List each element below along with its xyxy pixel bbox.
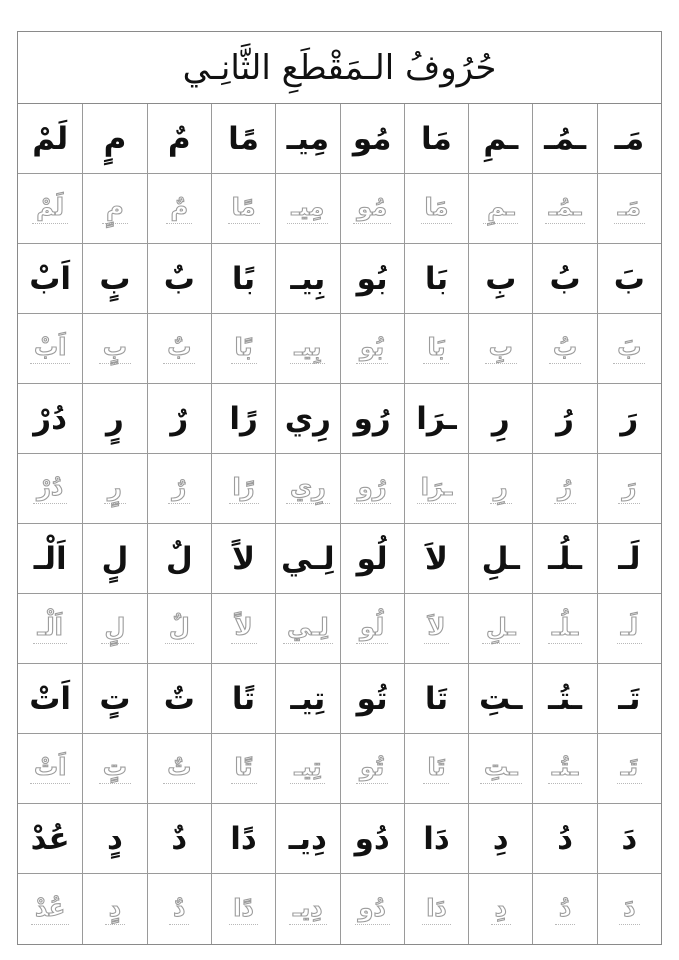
syllable-text: بَ bbox=[613, 260, 645, 297]
tracing-text: رَ bbox=[618, 473, 640, 504]
syllable-cell bbox=[404, 804, 468, 874]
syllable-cell bbox=[82, 244, 146, 314]
tracing-text: بَا bbox=[423, 333, 449, 364]
syllable-cell bbox=[147, 384, 211, 454]
tracing-text: تًا bbox=[231, 753, 257, 784]
tracing-text: لاً bbox=[231, 613, 257, 644]
syllable-cell bbox=[82, 664, 146, 734]
tracing-text: رًا bbox=[229, 473, 259, 504]
tracing-text: بِيـ bbox=[290, 333, 325, 364]
tracing-text: ـلِ bbox=[482, 613, 520, 644]
tracing-text: دُو bbox=[355, 894, 390, 925]
tracing-cell bbox=[211, 314, 275, 384]
tracing-cell bbox=[82, 174, 146, 244]
tracing-cell bbox=[147, 314, 211, 384]
tracing-text: تِيـ bbox=[290, 753, 325, 784]
syllable-cell bbox=[532, 244, 596, 314]
syllable-cell bbox=[211, 244, 275, 314]
tracing-text: تٍ bbox=[99, 753, 131, 784]
syllable-text: دَ bbox=[621, 820, 638, 857]
tracing-cell bbox=[147, 174, 211, 244]
syllable-cell bbox=[275, 244, 339, 314]
tracing-cell bbox=[468, 734, 532, 804]
tracing-cell bbox=[211, 874, 275, 944]
syllable-text: دًا bbox=[230, 820, 257, 857]
tracing-text: دٍ bbox=[105, 894, 125, 925]
syllable-cell bbox=[18, 664, 82, 734]
syllable-cell bbox=[340, 664, 404, 734]
syllable-text: رٌ bbox=[170, 400, 189, 437]
tracing-text: تَـ bbox=[617, 753, 642, 784]
tracing-cell bbox=[532, 594, 596, 664]
tracing-cell bbox=[82, 454, 146, 524]
tracing-text: مٍ bbox=[102, 193, 128, 224]
tracing-text: ـتِ bbox=[480, 753, 522, 784]
tracing-cell bbox=[275, 174, 339, 244]
tracing-cell bbox=[532, 174, 596, 244]
syllable-text: بُ bbox=[549, 260, 581, 297]
syllable-text: رِي bbox=[284, 400, 331, 437]
syllable-text: مِيـ bbox=[286, 120, 330, 157]
tracing-text: لَمْ bbox=[32, 193, 68, 224]
tracing-cell bbox=[340, 454, 404, 524]
tracing-cell bbox=[147, 874, 211, 944]
syllable-text: لاً bbox=[232, 540, 256, 577]
tracing-text: تٌ bbox=[163, 753, 195, 784]
syllable-cell bbox=[532, 104, 596, 174]
syllable-text: اَبْ bbox=[29, 260, 72, 297]
syllable-text: دُرْ bbox=[33, 400, 68, 437]
tracing-text: لُو bbox=[356, 613, 388, 644]
syllable-text: ـرَا bbox=[416, 400, 457, 437]
tracing-text: بٍ bbox=[99, 333, 131, 364]
syllable-text: لِـي bbox=[281, 540, 335, 577]
tracing-cell bbox=[340, 594, 404, 664]
tracing-text: لَـ bbox=[617, 613, 642, 644]
syllable-cell bbox=[18, 524, 82, 594]
tracing-cell bbox=[468, 874, 532, 944]
syllable-text: رًا bbox=[229, 400, 258, 437]
syllable-text: ـمِ bbox=[483, 120, 519, 157]
syllable-text: رُو bbox=[353, 400, 391, 437]
tracing-cell bbox=[147, 734, 211, 804]
syllable-cell bbox=[18, 244, 82, 314]
syllable-text: بٍ bbox=[99, 260, 131, 297]
tracing-text: عُدْ bbox=[31, 894, 69, 925]
tracing-cell bbox=[532, 734, 596, 804]
tracing-cell bbox=[18, 454, 82, 524]
syllable-cell bbox=[468, 664, 532, 734]
tracing-cell bbox=[82, 874, 146, 944]
tracing-cell bbox=[211, 594, 275, 664]
tracing-cell bbox=[532, 454, 596, 524]
syllable-text: بًا bbox=[231, 260, 256, 297]
syllable-text: تٍ bbox=[99, 680, 131, 717]
tracing-text: دَ bbox=[619, 894, 639, 925]
tracing-cell bbox=[404, 174, 468, 244]
tracing-cell bbox=[18, 174, 82, 244]
syllable-cell bbox=[211, 524, 275, 594]
syllable-text: ـلُـ bbox=[548, 540, 582, 577]
tracing-text: بًا bbox=[231, 333, 257, 364]
tracing-cell bbox=[532, 874, 596, 944]
syllable-text: اَلْـ bbox=[33, 540, 67, 577]
syllable-cell bbox=[275, 524, 339, 594]
syllable-cell bbox=[18, 104, 82, 174]
syllable-cell bbox=[211, 384, 275, 454]
tracing-text: رُو bbox=[354, 473, 391, 504]
tracing-text: لٍ bbox=[101, 613, 130, 644]
tracing-cell bbox=[532, 314, 596, 384]
tracing-text: اَبْ bbox=[30, 333, 70, 364]
tracing-text: بُ bbox=[549, 333, 581, 364]
syllable-text: ـلِ bbox=[481, 540, 520, 577]
syllable-cell bbox=[275, 804, 339, 874]
tracing-text: بِ bbox=[485, 333, 517, 364]
syllable-cell bbox=[404, 384, 468, 454]
tracing-cell bbox=[275, 314, 339, 384]
tracing-cell bbox=[340, 174, 404, 244]
worksheet bbox=[17, 31, 662, 945]
tracing-text: مَـ bbox=[614, 193, 645, 224]
syllable-text: دَا bbox=[423, 820, 450, 857]
tracing-cell bbox=[404, 734, 468, 804]
syllable-cell bbox=[82, 384, 146, 454]
tracing-text: مٌ bbox=[166, 193, 192, 224]
tracing-cell bbox=[468, 594, 532, 664]
tracing-text: دِ bbox=[491, 894, 511, 925]
tracing-text: اَتْ bbox=[30, 753, 70, 784]
syllable-cell bbox=[340, 244, 404, 314]
syllable-text: مُو bbox=[352, 120, 392, 157]
tracing-cell bbox=[468, 314, 532, 384]
syllable-text: دِيـ bbox=[288, 820, 327, 857]
tracing-cell bbox=[340, 314, 404, 384]
syllable-text: رُ bbox=[556, 400, 574, 437]
syllable-cell bbox=[597, 524, 661, 594]
tracing-cell bbox=[18, 874, 82, 944]
syllable-text: مًا bbox=[228, 120, 259, 157]
syllable-cell bbox=[18, 804, 82, 874]
tracing-cell bbox=[597, 454, 661, 524]
tracing-text: لِـي bbox=[283, 613, 333, 644]
syllable-text: دٍ bbox=[107, 820, 123, 857]
syllable-text: اَتْ bbox=[29, 680, 72, 717]
syllable-text: ـتِ bbox=[479, 680, 523, 717]
syllable-cell bbox=[404, 664, 468, 734]
syllable-text: بَا bbox=[424, 260, 449, 297]
syllable-cell bbox=[275, 104, 339, 174]
syllable-text: لُو bbox=[356, 540, 388, 577]
syllable-cell bbox=[147, 244, 211, 314]
syllable-text: ـمُـ bbox=[544, 120, 587, 157]
syllable-text: بِيـ bbox=[290, 260, 326, 297]
tracing-cell bbox=[468, 454, 532, 524]
syllable-cell bbox=[468, 524, 532, 594]
syllable-text: تًا bbox=[231, 680, 256, 717]
syllable-cell bbox=[147, 104, 211, 174]
tracing-text: تُو bbox=[356, 753, 388, 784]
tracing-text: رِي bbox=[286, 473, 330, 504]
tracing-cell bbox=[340, 874, 404, 944]
tracing-cell bbox=[597, 314, 661, 384]
syllable-text: بٌ bbox=[163, 260, 195, 297]
syllable-cell bbox=[468, 104, 532, 174]
tracing-text: لاَ bbox=[424, 613, 450, 644]
syllable-cell bbox=[82, 524, 146, 594]
syllable-text: دِ bbox=[492, 820, 509, 857]
syllable-text: مَـ bbox=[614, 120, 645, 157]
tracing-text: رُ bbox=[554, 473, 576, 504]
syllable-cell bbox=[211, 804, 275, 874]
syllable-text: رِ bbox=[491, 400, 510, 437]
tracing-text: لٌ bbox=[165, 613, 194, 644]
syllable-text: دٌ bbox=[171, 820, 188, 857]
tracing-cell bbox=[211, 454, 275, 524]
syllable-cell bbox=[597, 804, 661, 874]
tracing-text: دًا bbox=[229, 894, 258, 925]
syllable-cell bbox=[147, 524, 211, 594]
syllable-cell bbox=[597, 244, 661, 314]
syllable-cell bbox=[275, 384, 339, 454]
syllable-text: لٍ bbox=[101, 540, 129, 577]
tracing-text: مَا bbox=[421, 193, 453, 224]
tracing-text: بُو bbox=[356, 333, 388, 364]
syllable-text: لَمْ bbox=[32, 120, 69, 157]
tracing-cell bbox=[82, 314, 146, 384]
letter-grid bbox=[18, 104, 661, 944]
syllable-cell bbox=[468, 384, 532, 454]
tracing-text: دٌ bbox=[169, 894, 189, 925]
syllable-text: مٍ bbox=[103, 120, 127, 157]
syllable-cell bbox=[82, 104, 146, 174]
syllable-cell bbox=[275, 664, 339, 734]
syllable-text: تٌ bbox=[163, 680, 195, 717]
tracing-cell bbox=[597, 594, 661, 664]
tracing-cell bbox=[597, 174, 661, 244]
syllable-cell bbox=[340, 104, 404, 174]
tracing-cell bbox=[275, 454, 339, 524]
tracing-cell bbox=[18, 594, 82, 664]
tracing-text: رٌ bbox=[168, 473, 190, 504]
syllable-text: دُ bbox=[557, 820, 574, 857]
page-title: حُرُوفُ الـمَقْطَعِ الثَّانِـي bbox=[18, 32, 661, 104]
syllable-cell bbox=[82, 804, 146, 874]
tracing-text: دُ bbox=[555, 894, 575, 925]
syllable-text: مٌ bbox=[167, 120, 191, 157]
tracing-text: تَا bbox=[423, 753, 449, 784]
syllable-text: بِ bbox=[485, 260, 517, 297]
syllable-cell bbox=[211, 104, 275, 174]
tracing-cell bbox=[18, 314, 82, 384]
tracing-text: دِيـ bbox=[289, 894, 327, 925]
tracing-text: بٌ bbox=[163, 333, 195, 364]
syllable-text: رَ bbox=[620, 400, 639, 437]
syllable-cell bbox=[340, 384, 404, 454]
syllable-cell bbox=[147, 664, 211, 734]
syllable-cell bbox=[404, 244, 468, 314]
syllable-cell bbox=[468, 244, 532, 314]
tracing-cell bbox=[468, 174, 532, 244]
tracing-text: ـرَا bbox=[417, 473, 456, 504]
syllable-cell bbox=[532, 524, 596, 594]
tracing-cell bbox=[404, 594, 468, 664]
tracing-text: ـلُـ bbox=[548, 613, 582, 644]
syllable-cell bbox=[18, 384, 82, 454]
syllable-cell bbox=[340, 804, 404, 874]
tracing-cell bbox=[404, 314, 468, 384]
tracing-cell bbox=[275, 594, 339, 664]
tracing-cell bbox=[404, 874, 468, 944]
syllable-text: لَـ bbox=[618, 540, 641, 577]
tracing-cell bbox=[82, 734, 146, 804]
syllable-text: بُو bbox=[356, 260, 388, 297]
syllable-text: تَـ bbox=[618, 680, 641, 717]
tracing-text: ـمُـ bbox=[545, 193, 586, 224]
syllable-cell bbox=[532, 804, 596, 874]
tracing-text: مًا bbox=[228, 193, 260, 224]
tracing-cell bbox=[404, 454, 468, 524]
tracing-text: بَ bbox=[613, 333, 645, 364]
syllable-cell bbox=[404, 524, 468, 594]
tracing-text: دَا bbox=[422, 894, 451, 925]
tracing-text: مِيـ bbox=[287, 193, 328, 224]
syllable-cell bbox=[532, 384, 596, 454]
syllable-cell bbox=[597, 664, 661, 734]
tracing-text: رِ bbox=[490, 473, 512, 504]
syllable-text: مَا bbox=[421, 120, 452, 157]
tracing-cell bbox=[340, 734, 404, 804]
tracing-cell bbox=[211, 174, 275, 244]
tracing-cell bbox=[147, 454, 211, 524]
syllable-text: رٍ bbox=[106, 400, 124, 437]
syllable-text: لٌ bbox=[165, 540, 193, 577]
syllable-cell bbox=[211, 664, 275, 734]
syllable-cell bbox=[597, 104, 661, 174]
tracing-cell bbox=[597, 874, 661, 944]
tracing-cell bbox=[82, 594, 146, 664]
syllable-text: تِيـ bbox=[290, 680, 326, 717]
syllable-text: تُو bbox=[356, 680, 388, 717]
tracing-text: ـتُـ bbox=[548, 753, 582, 784]
syllable-cell bbox=[340, 524, 404, 594]
tracing-text: رٍ bbox=[104, 473, 126, 504]
tracing-cell bbox=[18, 734, 82, 804]
syllable-text: تَا bbox=[424, 680, 449, 717]
tracing-cell bbox=[275, 734, 339, 804]
syllable-cell bbox=[532, 664, 596, 734]
tracing-cell bbox=[597, 734, 661, 804]
tracing-text: دُرْ bbox=[33, 473, 67, 504]
syllable-cell bbox=[404, 104, 468, 174]
syllable-text: لاَ bbox=[424, 540, 449, 577]
syllable-cell bbox=[468, 804, 532, 874]
tracing-cell bbox=[275, 874, 339, 944]
tracing-cell bbox=[211, 734, 275, 804]
tracing-cell bbox=[147, 594, 211, 664]
syllable-text: دُو bbox=[354, 820, 390, 857]
syllable-text: ـتُـ bbox=[548, 680, 582, 717]
tracing-text: اَلْـ bbox=[33, 613, 66, 644]
tracing-text: ـمِ bbox=[483, 193, 518, 224]
syllable-text: عُدْ bbox=[30, 820, 70, 857]
tracing-text: مُو bbox=[353, 193, 391, 224]
syllable-cell bbox=[147, 804, 211, 874]
syllable-cell bbox=[597, 384, 661, 454]
